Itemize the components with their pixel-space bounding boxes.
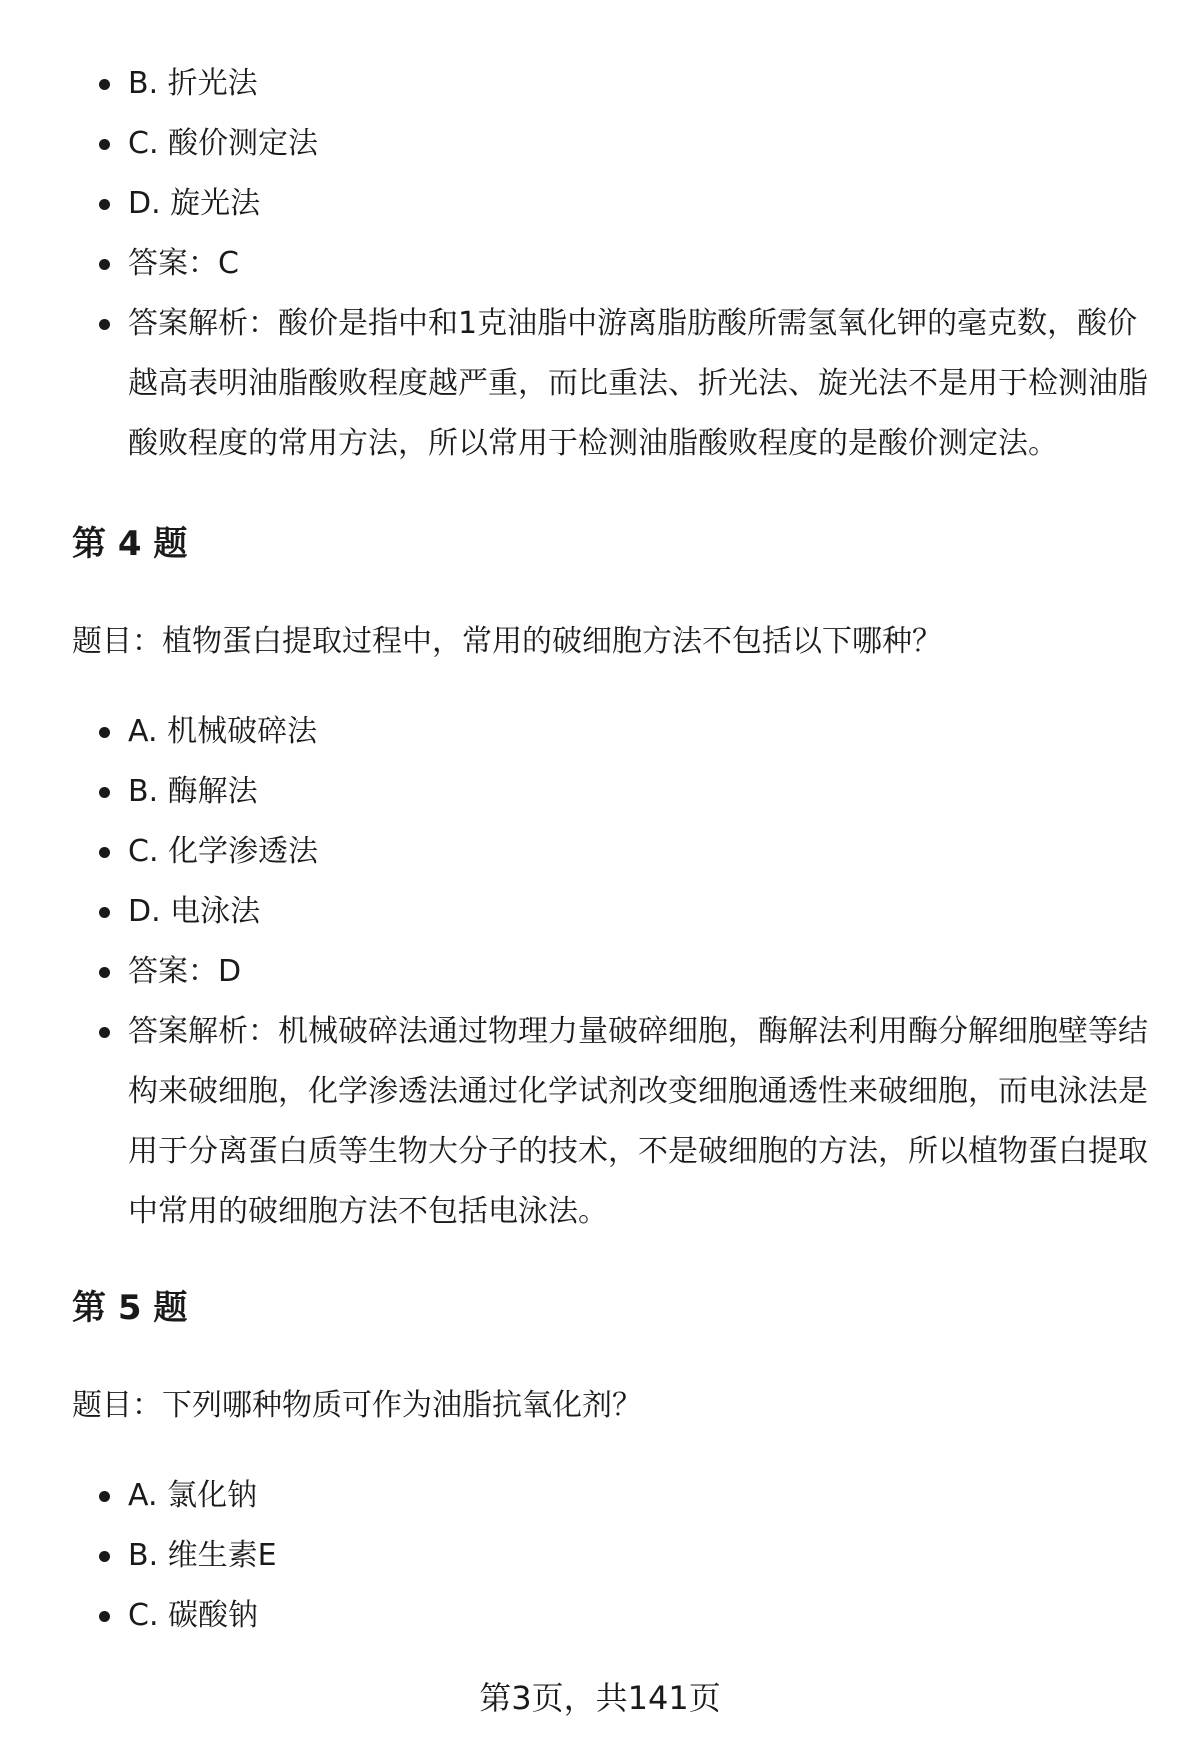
bullet-icon bbox=[99, 787, 110, 798]
bullet-icon bbox=[99, 139, 110, 150]
bullet-icon bbox=[99, 259, 110, 270]
bullet-icon bbox=[99, 1027, 110, 1038]
bullet-icon bbox=[99, 967, 110, 978]
answer-explanation: 答案解析：机械破碎法通过物理力量破碎细胞，酶解法利用酶分解细胞壁等结构来破细胞，化学渗透法通过化学试剂改变细胞通透性来破细胞，而电泳法是用于分离蛋白质等生物大分子的技术，不是破细胞的方法，所以植物蛋白提取中常用的破细胞方法不包括电泳法。 bbox=[72, 1002, 1152, 1242]
list-item: A. 机械破碎法 bbox=[72, 702, 1152, 762]
list-item: C. 碳酸钠 bbox=[72, 1586, 1152, 1646]
list-item: C. 酸价测定法 bbox=[72, 114, 1152, 174]
list-item: D. 电泳法 bbox=[72, 882, 1152, 942]
answer-line: 答案：D bbox=[72, 942, 1152, 1002]
bullet-icon bbox=[99, 79, 110, 90]
question-stem: 题目：植物蛋白提取过程中，常用的破细胞方法不包括以下哪种？ bbox=[72, 624, 942, 659]
list-item: D. 旋光法 bbox=[72, 174, 1152, 234]
bullet-icon bbox=[99, 319, 110, 330]
q3-options-list bbox=[72, 54, 1152, 474]
bullet-icon bbox=[99, 1611, 110, 1622]
list-item: B. 酶解法 bbox=[72, 762, 1152, 822]
bullet-icon bbox=[99, 907, 110, 918]
q5-options-list bbox=[72, 1466, 1152, 1646]
bullet-icon bbox=[99, 1491, 110, 1502]
page-number: 第3页，共141页 bbox=[479, 1679, 721, 1717]
list-item: B. 折光法 bbox=[72, 54, 1152, 114]
answer-explanation: 答案解析：酸价是指中和1克油脂中游离脂肪酸所需氢氧化钾的毫克数，酸价越高表明油脂酸败程度越严重，而比重法、折光法、旋光法不是用于检测油脂酸败程度的常用方法，所以常用于检测油脂酸败程度的是酸价测定法。 bbox=[72, 294, 1152, 474]
bullet-icon bbox=[99, 1551, 110, 1562]
q4-options-list bbox=[72, 702, 1152, 1242]
bullet-icon bbox=[99, 199, 110, 210]
list-item: A. 氯化钠 bbox=[72, 1466, 1152, 1526]
bullet-icon bbox=[99, 847, 110, 858]
bullet-icon bbox=[99, 727, 110, 738]
question-heading: 第 4 题 bbox=[72, 524, 188, 564]
list-item: B. 维生素E bbox=[72, 1526, 1152, 1586]
question-stem: 题目：下列哪种物质可作为油脂抗氧化剂？ bbox=[72, 1388, 642, 1423]
list-item: C. 化学渗透法 bbox=[72, 822, 1152, 882]
answer-line: 答案：C bbox=[72, 234, 1152, 294]
question-heading: 第 5 题 bbox=[72, 1288, 188, 1328]
